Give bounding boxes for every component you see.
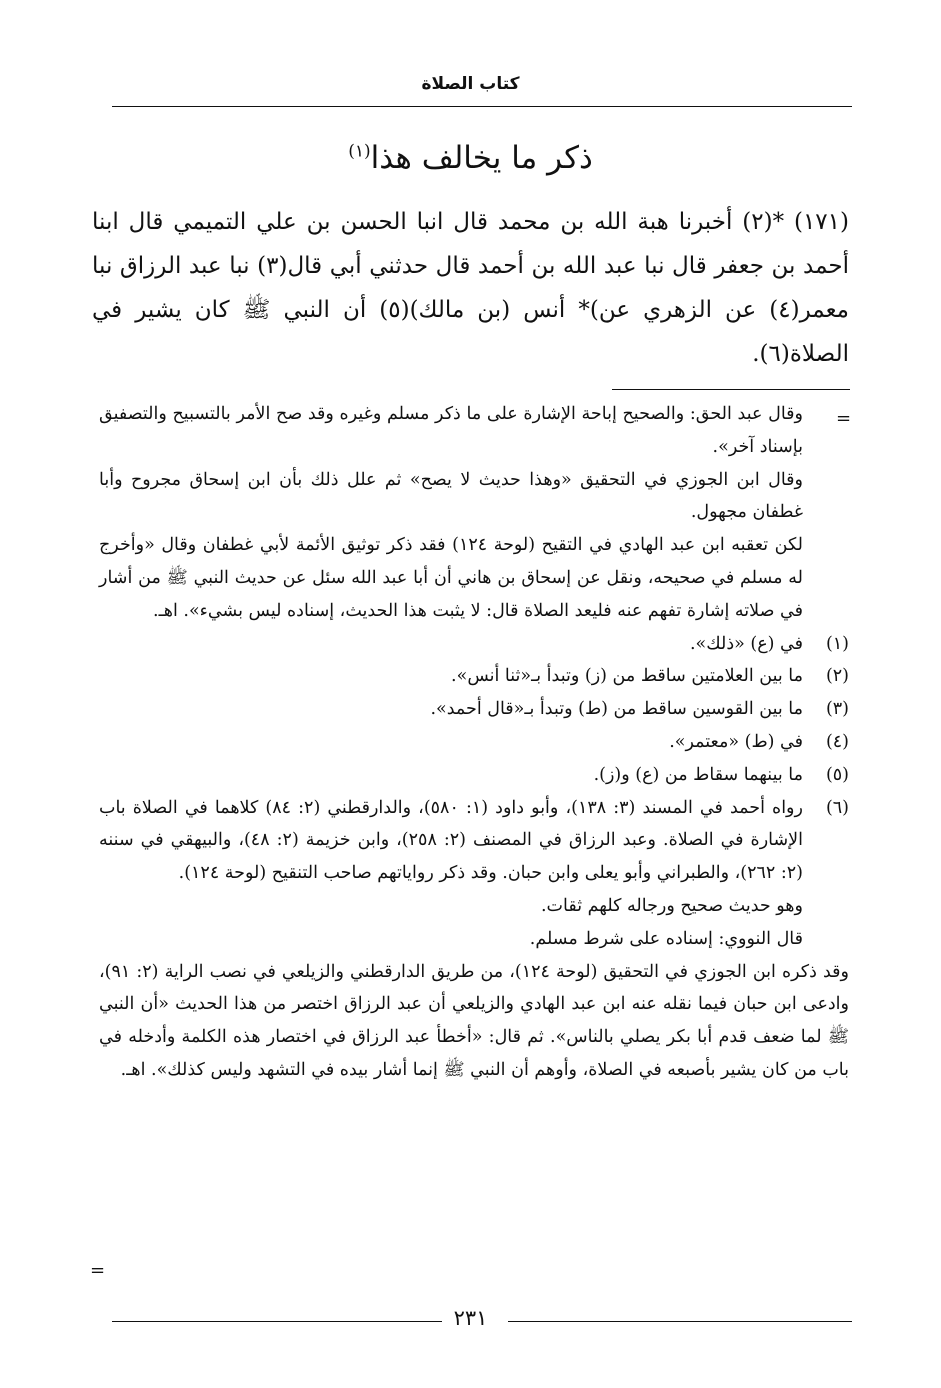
continuation-paragraph: وقال ابن الجوزي في التحقيق «وهذا حديث لا يصح» ثم علل ذلك بأن ابن إسحاق مجروح وأبا غطفان مجهول. [99, 469, 803, 523]
footnote-number: (٢) [825, 666, 849, 687]
footer-rule-right [508, 1321, 852, 1322]
footnote-text: وهو حديث صحيح ورجاله كلهم ثقات. [540, 895, 803, 916]
footnote-item [99, 660, 849, 693]
page-number: ٢٣١ [453, 1306, 488, 1330]
main-text [92, 200, 849, 376]
footnote-text: ما بين القوسين ساقط من (ط) وتبدأ بـ«قال أحمد». [430, 699, 803, 720]
footnote-text: في (ع) «ذلك». [689, 633, 803, 654]
footnote-item [99, 726, 849, 759]
footnotes [99, 398, 852, 1087]
footnote-separator [612, 389, 850, 390]
footnote-item [99, 628, 849, 661]
footnote-text: في (ط) «معتمر». [669, 731, 803, 752]
header-rule [112, 106, 852, 107]
footnote-text: قال النووي: إسناده على شرط مسلم. [529, 928, 803, 949]
running-header: كتاب الصلاة [421, 74, 520, 94]
continuation-marker: = [836, 408, 852, 429]
footnote-number: (١) [825, 633, 849, 654]
footnote-continuation [99, 398, 852, 628]
section-title [0, 140, 941, 176]
footnote-number: (٥) [825, 764, 849, 785]
footnote-text: ما بينهما سقاط من (ع) و(ز). [593, 764, 803, 785]
continuation-paragraph: وقال عبد الحق: والصحيح إباحة الإشارة على ما ذكر مسلم وغيره وقد صح الأمر بالتسبيح والتصفيق بإسناد آخر». [99, 404, 803, 457]
footnote-number: (٤) [825, 731, 849, 752]
footnote-item [99, 693, 849, 726]
footnote-text: وقد ذكره ابن الجوزي في التحقيق (لوحة ١٢٤)، من طريق الدارقطني والزيلعي في نصب الراية (٢: ٩١)، وادعى ابن حبان فيما نقله عنه ابن عبد الهادي والزيلعي أن عبد الرزاق اختصر من هذا الحديث «أن النبي ﷺ لما ضعف قدم أبا بكر يصلي بالناس». ثم قال: «أخطأ عبد الرزاق في اختصار هذه الكلمة وأدخله في باب من كان يشير بأصبعه في الصلاة، وأوهم أن النبي ﷺ إنما أشار بيده في التشهد وليس كذلك». اهـ. [99, 961, 849, 1080]
footnote-item [99, 759, 849, 792]
section-title-ref: (١) [348, 141, 371, 162]
continued-marker: = [90, 1260, 106, 1281]
footnote-number: (٦) [825, 797, 849, 818]
hadith-paragraph: (١٧١) *(٢) أخبرنا هبة الله بن محمد قال انبا الحسن بن علي التميمي قال ابنا أحمد بن جعفر قال نبا عبد الله بن أحمد قال حدثني أبي قال(٣) نبا عبد الرزاق نبا معمر(٤) عن الزهري عن)* أنس (بن مالك)(٥) أن النبي ﷺ كان يشير في الصلاة(٦). [92, 209, 849, 367]
footnote-text: رواه أحمد في المسند (٣: ١٣٨)، وأبو داود (١: ٥٨٠)، والدارقطني (٢: ٨٤) كلاهما في الصلاة باب الإشارة في الصلاة. وعبد الرزاق في المصنف (٢: ٢٥٨)، وابن خزيمة (٢: ٤٨)، والبيهقي في سننه (٢: ٢٦٢)، والطبراني وأبو يعلى وابن حبان. وقد ذكر رواياتهم صاحب التنقيح (لوحة ١٢٤). [99, 797, 803, 884]
section-title-text: ذكر ما يخالف هذا [370, 140, 593, 176]
footnote-text: ما بين العلامتين ساقط من (ز) وتبدأ بـ«ثنا أنس». [451, 666, 803, 687]
footnote-item [99, 792, 849, 956]
footnote-number: (٣) [825, 699, 849, 720]
continuation-paragraph: لكن تعقبه ابن عبد الهادي في التقيح (لوحة ١٢٤) فقد ذكر توثيق الأئمة لأبي غطفان وقال «وأخرج له مسلم في صحيحه، ونقل عن إسحاق بن هاني أن أبا عبد الله سئل عن حديث النبي ﷺ من أشار في صلاته إشارة تفهم عنه فليعد الصلاة قال: لا يثبت هذا الحديث، إسناده ليس بشيء». اهـ. [99, 535, 803, 621]
